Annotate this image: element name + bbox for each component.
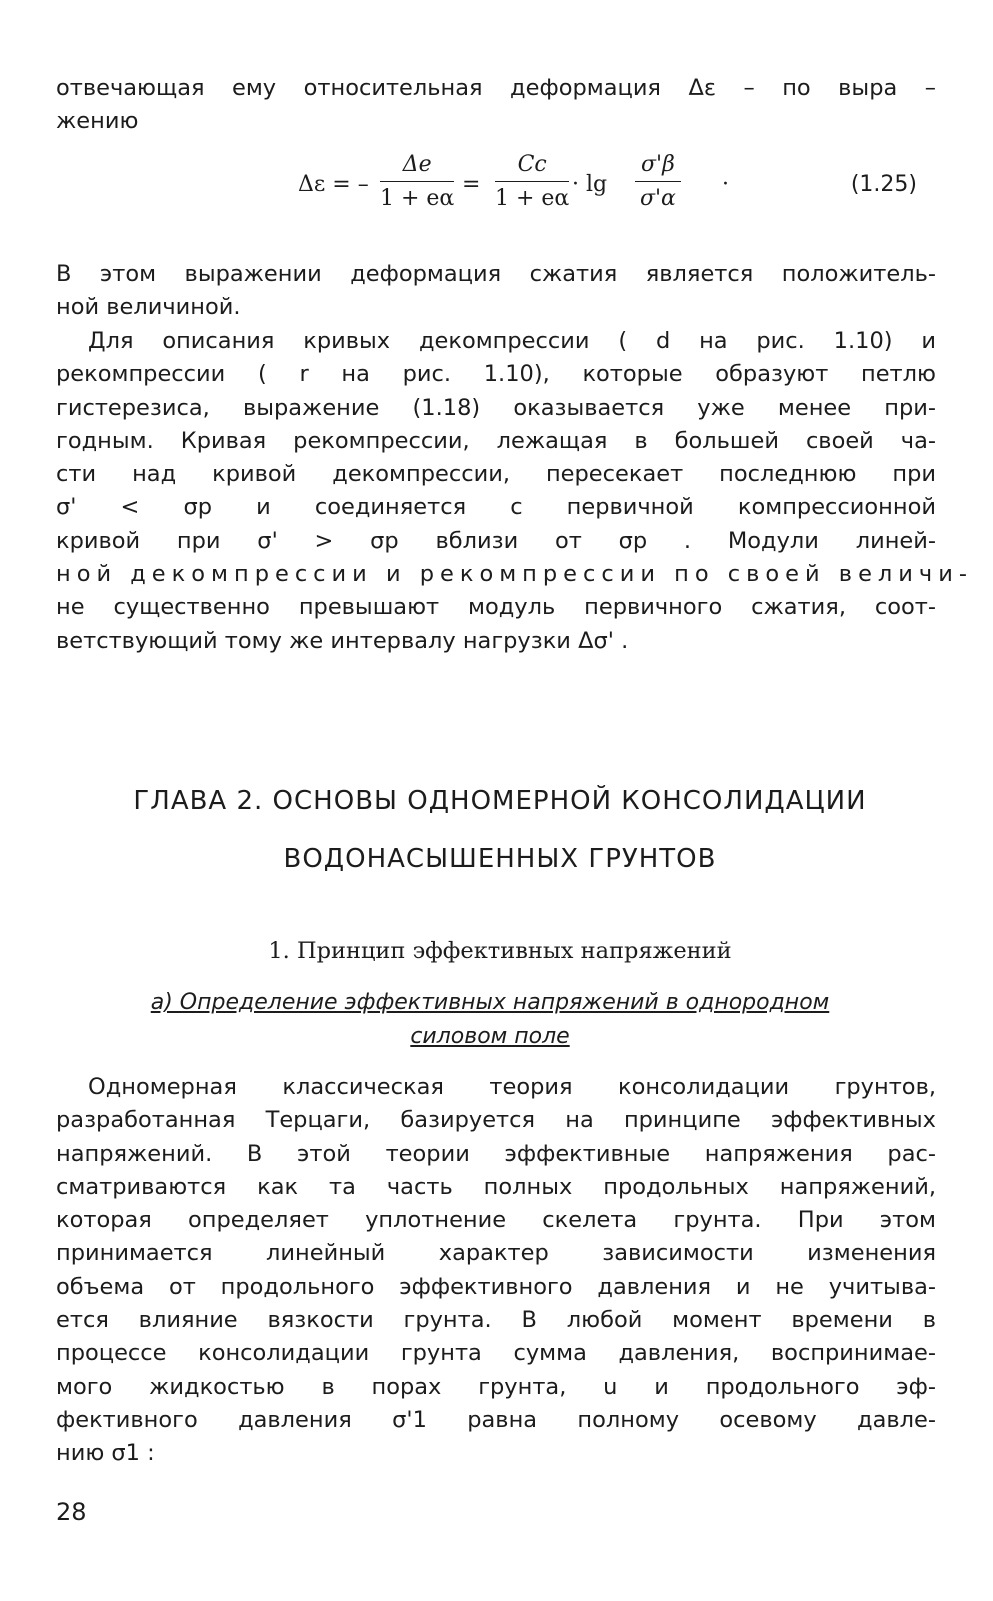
subsection-line: а) Определение эффективных напряжений в однородном xyxy=(150,990,830,1015)
fraction-numerator: Cc xyxy=(495,152,569,182)
paragraph-3 xyxy=(56,325,973,658)
fraction-numerator: σ'β xyxy=(635,152,681,182)
chapter-title-line: ВОДОНАСЫШЕННЫХ ГРУНТОВ xyxy=(283,844,717,874)
text-line: принимается линейный характер зависимости изменения xyxy=(56,1240,936,1267)
equation-number: (1.25) xyxy=(850,172,917,197)
chapter-title xyxy=(60,772,940,888)
text-line: ной декомпрессии и рекомпрессии по своей величи- xyxy=(56,561,973,588)
text-line: годным. Кривая рекомпрессии, лежащая в большей своей ча- xyxy=(56,427,936,454)
fraction-denominator: σ'α xyxy=(639,186,676,211)
page-number: 28 xyxy=(56,1498,87,1526)
text-line: σ' < σp и соединяется с первичной компрессионной xyxy=(56,494,936,521)
text-line: сти над кривой декомпрессии, пересекает последнюю при xyxy=(56,461,936,488)
text-line: ной величиной. xyxy=(56,294,241,321)
text-line: нию σ1 : xyxy=(56,1440,155,1467)
text-line: разработанная Терцаги, базируется на принципе эффективных xyxy=(56,1107,936,1134)
text-line: процессе консолидации грунта сумма давления, воспринимае- xyxy=(56,1340,936,1367)
paragraph-4 xyxy=(56,1071,936,1471)
text-line: ется влияние вязкости грунта. В любой момент времени в xyxy=(56,1307,936,1334)
fraction-denominator: 1 + eα xyxy=(380,186,455,211)
formula-fraction-1 xyxy=(380,152,454,211)
formula-fraction-2 xyxy=(495,152,569,211)
subsection-heading xyxy=(90,986,890,1054)
fraction-denominator: 1 + eα xyxy=(495,186,570,211)
text-line: Для описания кривых декомпрессии ( d на рис. 1.10) и xyxy=(88,328,936,354)
paragraph-2 xyxy=(56,258,936,325)
formula-lhs: Δε = – xyxy=(298,172,369,197)
formula-lg: · lg xyxy=(572,172,608,197)
text-line: сматриваются как та часть полных продольных напряжений, xyxy=(56,1173,936,1200)
text-line: гистерезиса, выражение (1.18) оказывается уже менее при- xyxy=(56,394,936,421)
formula-equals: = xyxy=(462,172,481,197)
text-line: кривой при σ' > σp вблизи от σp . Модули линей- xyxy=(56,527,936,554)
section-heading: 1. Принцип эффективных напряжений xyxy=(268,938,732,964)
text-line: Одномерная классическая теория консолидации грунтов, xyxy=(88,1074,936,1100)
formula-end-dot: · xyxy=(722,172,729,197)
text-line: фективного давления σ'1 равна полному осевому давле- xyxy=(56,1406,936,1433)
text-line: отвечающая ему относительная деформация Δε – по выра – xyxy=(56,75,936,101)
text-line: рекомпрессии ( r на рис. 1.10), которые образуют петлю xyxy=(56,361,936,388)
text-line: ветствующий тому же интервалу нагрузки Δσ' . xyxy=(56,627,629,654)
chapter-title-line: ГЛАВА 2. ОСНОВЫ ОДНОМЕРНОЙ КОНСОЛИДАЦИИ xyxy=(133,786,867,816)
formula-fraction-3 xyxy=(635,152,681,211)
text-line: жению xyxy=(56,108,139,135)
fraction-numerator: Δe xyxy=(380,152,454,182)
text-line: которая определяет уплотнение скелета грунта. При этом xyxy=(56,1207,936,1234)
text-line: мого жидкостью в порах грунта, u и продольного эф- xyxy=(56,1373,936,1400)
text-line: напряжений. В этой теории эффективные напряжения рас- xyxy=(56,1140,936,1167)
text-line: не существенно превышают модуль первичного сжатия, соот- xyxy=(56,594,936,621)
text-line: объема от продольного эффективного давления и не учитыва- xyxy=(56,1273,936,1300)
text-line: В этом выражении деформация сжатия является положитель- xyxy=(56,261,936,287)
formula-1-25 xyxy=(290,142,935,237)
subsection-line: силовом поле xyxy=(410,1024,570,1049)
intro-paragraph xyxy=(56,72,936,139)
